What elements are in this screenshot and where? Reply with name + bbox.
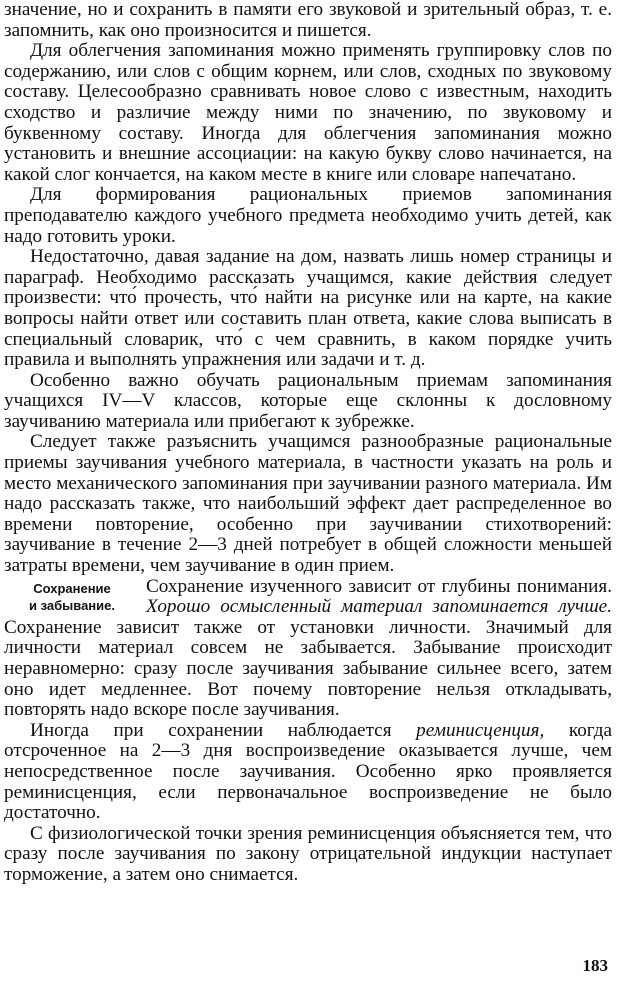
sidehead-line-2: и забывание. (29, 597, 115, 613)
retention-text-2: Сохранение зависит также от установки личности. Значимый для личности материал совсем не забывается. Забывание происходит неравномерно: сразу после заучивания забывание сильнее всего, затем оно идет медленнее. Вот почему повторение нельзя откладывать, повторять надо вскоре после заучивания. (4, 616, 612, 721)
paragraph-physiology: С физиологической точки зрения реминисценция объясняется тем, что сразу после заучивания по закону отрицательной индукции наступает торможение, а затем оно снимается. (4, 822, 612, 885)
section-sidehead (4, 580, 140, 614)
reminiscence-italic: реминисценция, (416, 719, 545, 741)
retention-italic: Хорошо осмысленный материал запоминается лучше. (146, 596, 612, 618)
sidehead-line-1: Сохранение (33, 580, 111, 596)
paragraph-retention (4, 577, 612, 721)
reminiscence-text-1: Иногда при сохранении наблюдается (30, 719, 417, 741)
paragraph-homework: Недостаточно, давая задание на дом, назвать лишь номер страницы и параграф. Необходимо рассказать учащимся, какие действия следует произвести: что́ прочесть, что́ найти на рисунке или на карте, на какие вопросы найти ответ или составить план ответа, какие слова выписать в специальный словарик, что́ с чем сравнить, в каком порядке учить правила и выполнять упражнения или задачи и т. д. (4, 246, 612, 371)
book-page (4, 0, 612, 886)
retention-text-1: Сохранение изученного зависит от глубины понимания. (146, 575, 612, 597)
page-number: 183 (582, 956, 608, 975)
paragraph-continued: значение, но и сохранить в памяти его звуковой и зрительный образ, т. е. запомнить, как оно произносится и пишется. (4, 0, 612, 41)
paragraph-memorization: Следует также разъяснить учащимся разнообразные рациональные приемы заучивания учебного материала, в частности указать на роль и место механического запоминания при заучивании разного материала. Им надо рассказать также, что наибольший эффект дает распределенное во времени повторение, особенно при заучивании стихотворений: заучивание в течение 2—3 дней потребует в общей сложности меньшей затраты времени, чем заучивание в один прием. (4, 431, 612, 577)
paragraph-grouping: Для облегчения запоминания можно применять группировку слов по содержанию, или слов с общим корнем, или слов, сходных по звуковому составу. Целесообразно сравнивать новое слово с известным, находить сходство и различие между ними по значению, по звуковому и буквенному составу. Иногда для облегчения запоминания можно установить и внешние ассоциации: на какую букву слово начинается, на какой слог кончается, на каком месте в книге или словаре напечатано. (4, 40, 612, 185)
reminiscence-text-2: когда отсроченное на 2—3 дня воспроизведение оказывается лучше, чем непосредственное после заучивания. Особенно ярко проявляется реминисценция, если первоначальное воспроизведение не было достаточно. (4, 719, 612, 824)
paragraph-rational-methods: Для формирования рациональных приемов запоминания преподавателю каждого учебного предмета необходимо учить детей, как надо готовить уроки. (4, 184, 612, 247)
paragraph-grades: Особенно важно обучать рациональным приемам запоминания учащихся IV—V классов, которые еще склонны к дословному заучиванию материала или прибегают к зубрежке. (4, 369, 612, 432)
paragraph-reminiscence (4, 721, 612, 824)
